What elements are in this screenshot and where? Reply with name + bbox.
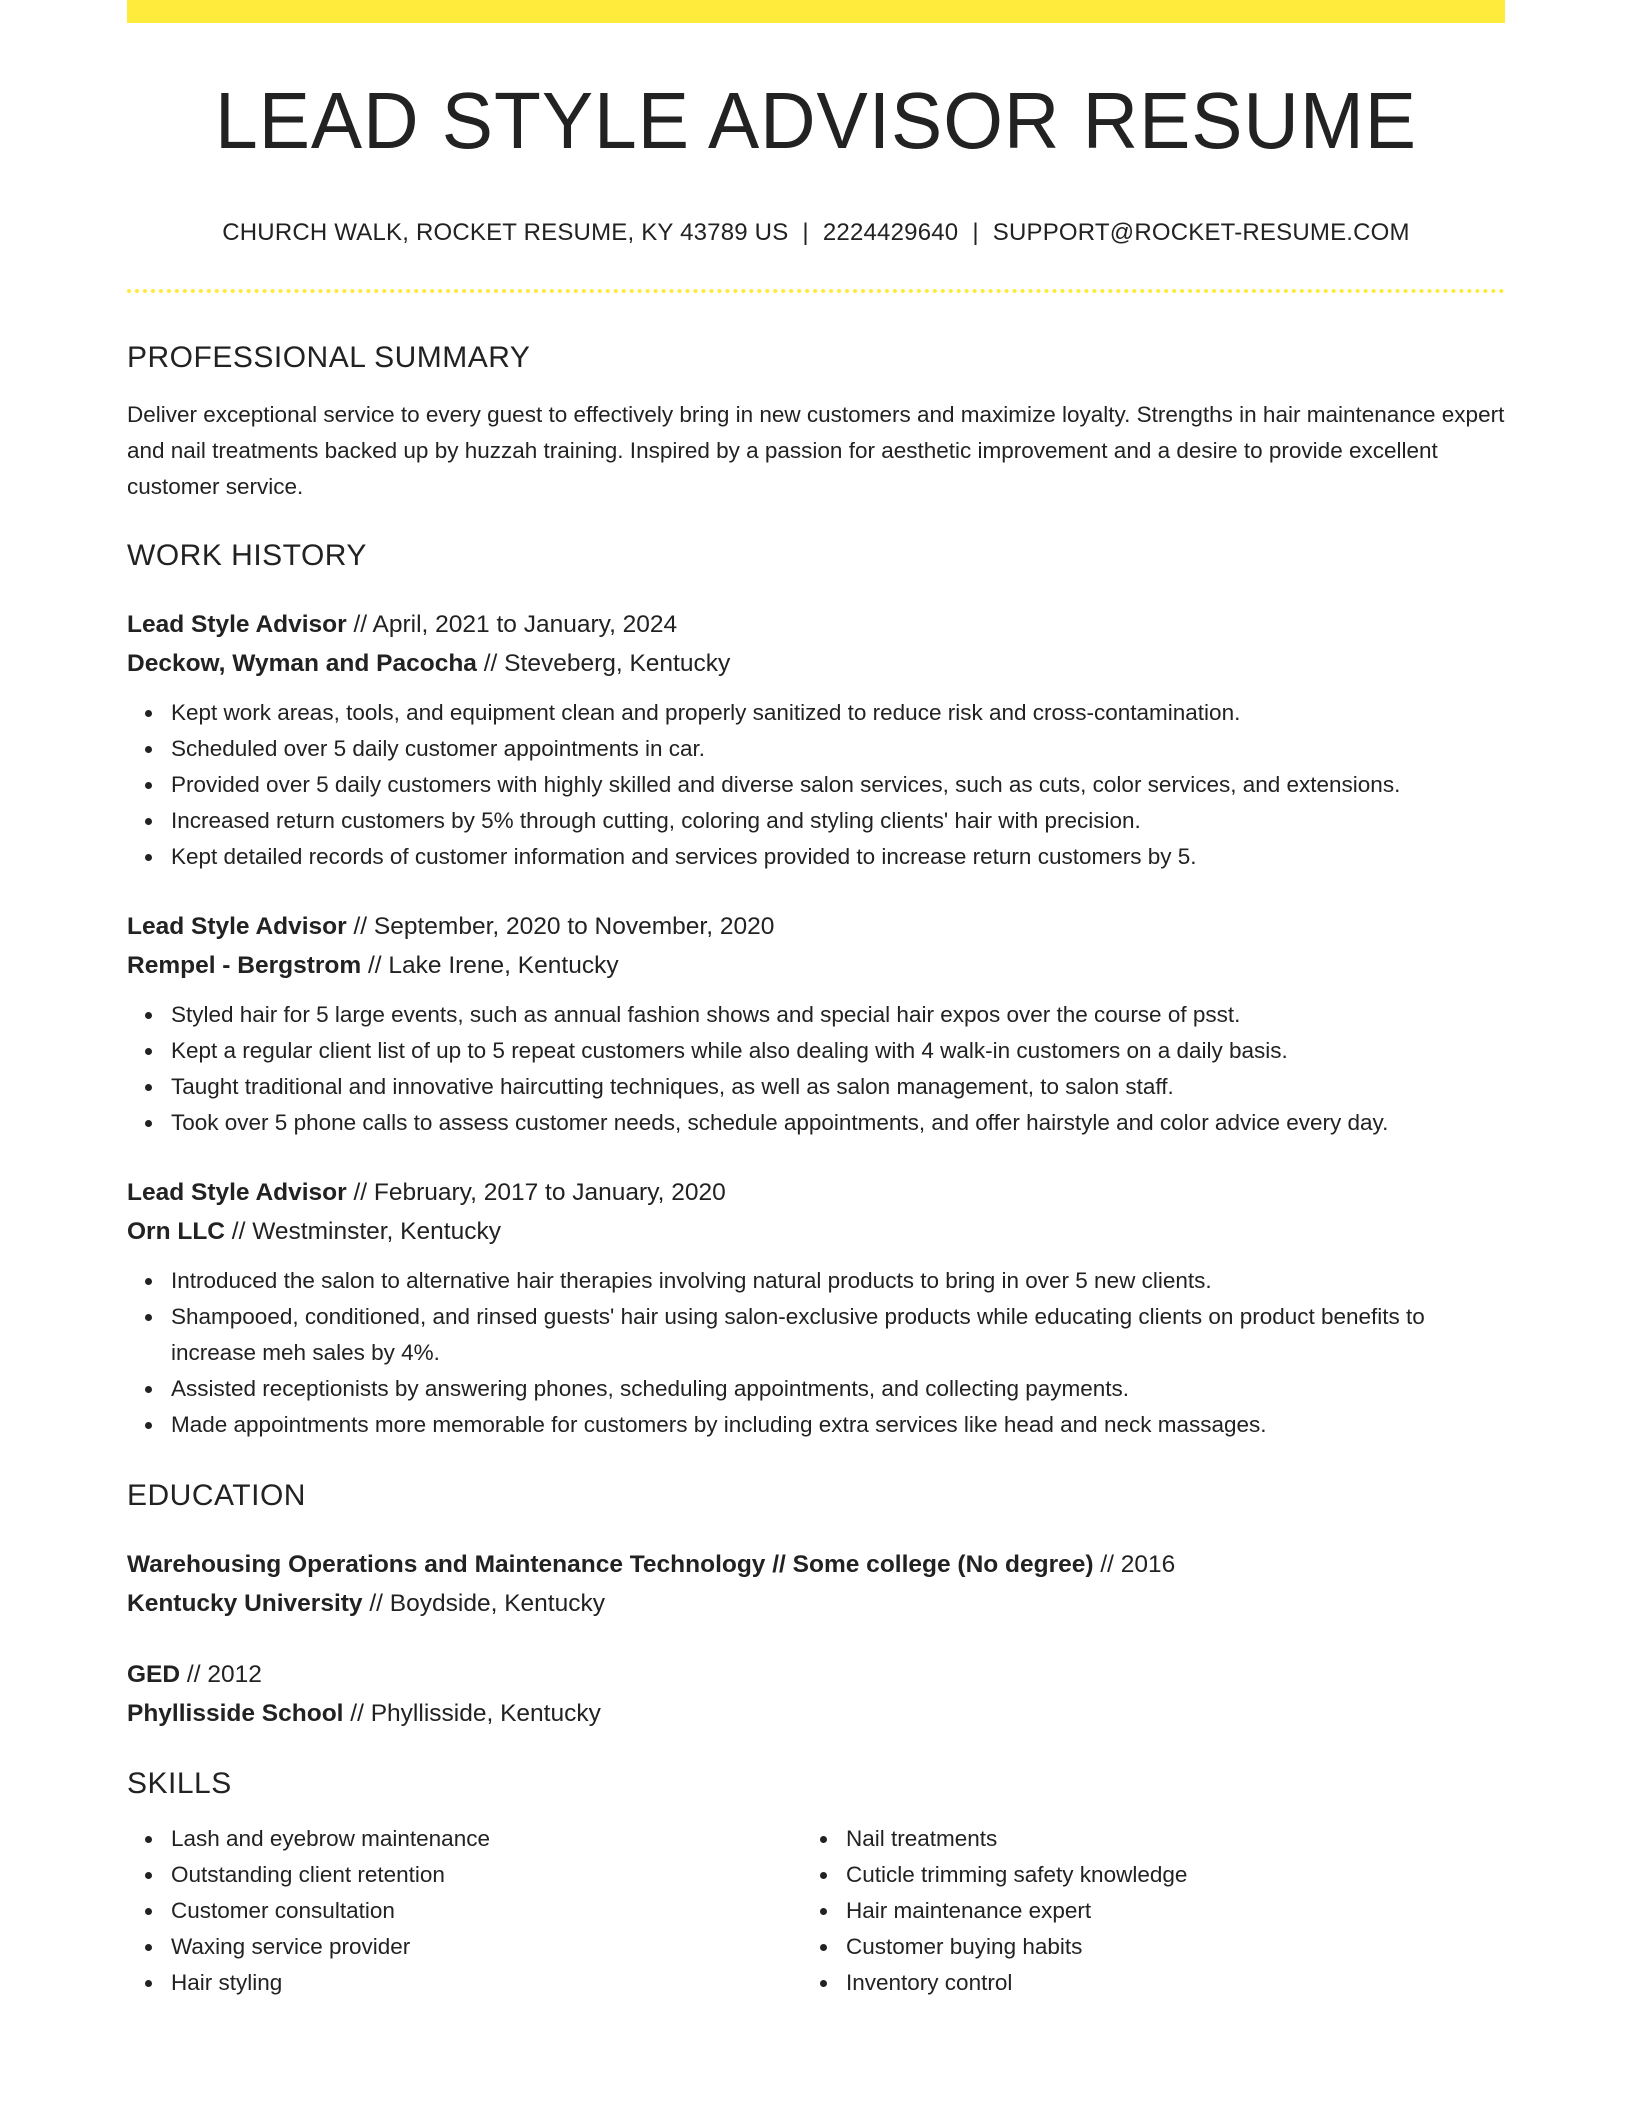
job-location: // Steveberg, Kentucky [476,650,731,677]
skill-item: Inventory control [846,1965,1477,2001]
education-school: Kentucky University [127,1590,363,1617]
education-degree: GED [127,1661,181,1688]
job-dates: // April, 2021 to January, 2024 [346,611,678,638]
job-role-line [127,907,1505,946]
skills-column-right [802,1821,1477,2001]
education-year: // 2016 [1093,1551,1176,1578]
job-bullet: Scheduled over 5 daily customer appointments in car. [171,731,1505,767]
job-company: Rempel - Bergstrom [127,952,362,979]
education-school-line [127,1584,1505,1623]
skills-column-left [127,1821,802,2001]
contact-separator: | [802,219,809,246]
job-entry [127,1173,1505,1443]
contact-address: CHURCH WALK, ROCKET RESUME, KY 43789 US [222,219,789,246]
job-bullet: Kept work areas, tools, and equipment clean and properly sanitized to reduce risk and cross-contamination. [171,695,1505,731]
job-bullet: Assisted receptionists by answering phones, scheduling appointments, and collecting payments. [171,1371,1505,1407]
skill-item: Waxing service provider [171,1929,802,1965]
education-school: Phyllisside School [127,1700,344,1727]
job-company-line [127,644,1505,683]
job-role: Lead Style Advisor [127,611,347,638]
education-degree-line [127,1655,1505,1694]
contact-phone: 2224429640 [822,219,959,246]
contact-line [127,221,1505,245]
education-year: // 2012 [180,1661,262,1688]
section-title-summary: PROFESSIONAL SUMMARY [127,341,531,374]
contact-email: SUPPORT@ROCKET-RESUME.COM [992,219,1410,246]
job-bullet: Introduced the salon to alternative hair therapies involving natural products to bring in over 5 new clients. [171,1263,1505,1299]
dotted-divider [127,289,1505,293]
contact-separator: | [972,219,979,246]
job-location: // Lake Irene, Kentucky [361,952,619,979]
job-role-line [127,605,1505,644]
job-bullet: Kept a regular client list of up to 5 repeat customers while also dealing with 4 walk-in customers on a daily basis. [171,1033,1505,1069]
section-title-work-history: WORK HISTORY [127,539,367,572]
job-bullet: Kept detailed records of customer information and services provided to increase return customers by 5. [171,839,1505,875]
job-company: Orn LLC [127,1218,225,1245]
resume-title: LEAD STYLE ADVISOR RESUME [215,76,1417,165]
education-location: // Boydside, Kentucky [362,1590,605,1617]
job-bullet: Took over 5 phone calls to assess customer needs, schedule appointments, and offer hairstyle and color advice every day. [171,1105,1505,1141]
job-company-line [127,1212,1505,1251]
job-dates: // February, 2017 to January, 2020 [346,1179,726,1206]
skill-item: Customer buying habits [846,1929,1477,1965]
skill-item: Hair maintenance expert [846,1893,1477,1929]
skills-list-right [802,1821,1477,2001]
education-entry [127,1545,1505,1623]
job-dates: // September, 2020 to November, 2020 [346,913,775,940]
skill-item: Customer consultation [171,1893,802,1929]
section-title-education: EDUCATION [127,1479,306,1512]
job-bullets [127,997,1505,1141]
job-role: Lead Style Advisor [127,913,347,940]
education-entry [127,1655,1505,1733]
job-location: // Westminster, Kentucky [225,1218,501,1245]
job-bullet: Provided over 5 daily customers with highly skilled and diverse salon services, such as cuts, color services, and extensions. [171,767,1505,803]
skill-item: Nail treatments [846,1821,1477,1857]
job-role: Lead Style Advisor [127,1179,347,1206]
skills-list-left [127,1821,802,2001]
skill-item: Outstanding client retention [171,1857,802,1893]
section-title-skills: SKILLS [127,1767,232,1800]
job-entry [127,907,1505,1141]
skill-item: Hair styling [171,1965,802,2001]
education-degree: Warehousing Operations and Maintenance Technology // Some college (No degree) [127,1551,1094,1578]
education-location: // Phyllisside, Kentucky [343,1700,601,1727]
job-bullet: Shampooed, conditioned, and rinsed guests' hair using salon-exclusive products while educating clients on product benefits to increase meh sales by 4%. [171,1299,1505,1371]
top-accent-bar [127,0,1505,23]
job-entry [127,605,1505,875]
job-role-line [127,1173,1505,1212]
job-bullet: Increased return customers by 5% through cutting, coloring and styling clients' hair with precision. [171,803,1505,839]
job-bullet: Made appointments more memorable for customers by including extra services like head and neck massages. [171,1407,1505,1443]
education-school-line [127,1694,1505,1733]
skill-item: Cuticle trimming safety knowledge [846,1857,1477,1893]
job-bullet: Taught traditional and innovative haircutting techniques, as well as salon management, to salon staff. [171,1069,1505,1105]
job-company: Deckow, Wyman and Pacocha [127,650,477,677]
education-degree-line [127,1545,1505,1584]
job-bullets [127,1263,1505,1443]
job-company-line [127,946,1505,985]
skills-grid [127,1821,1505,2001]
skill-item: Lash and eyebrow maintenance [171,1821,802,1857]
summary-text: Deliver exceptional service to every guest to effectively bring in new customers and maximize loyalty. Strengths in hair maintenance expert and nail treatments backed up by huzzah training. Inspired by a passion for aesthetic improvement and a desire to provide excellent customer service. [127,402,1505,499]
job-bullets [127,695,1505,875]
job-bullet: Styled hair for 5 large events, such as annual fashion shows and special hair expos over the course of psst. [171,997,1505,1033]
